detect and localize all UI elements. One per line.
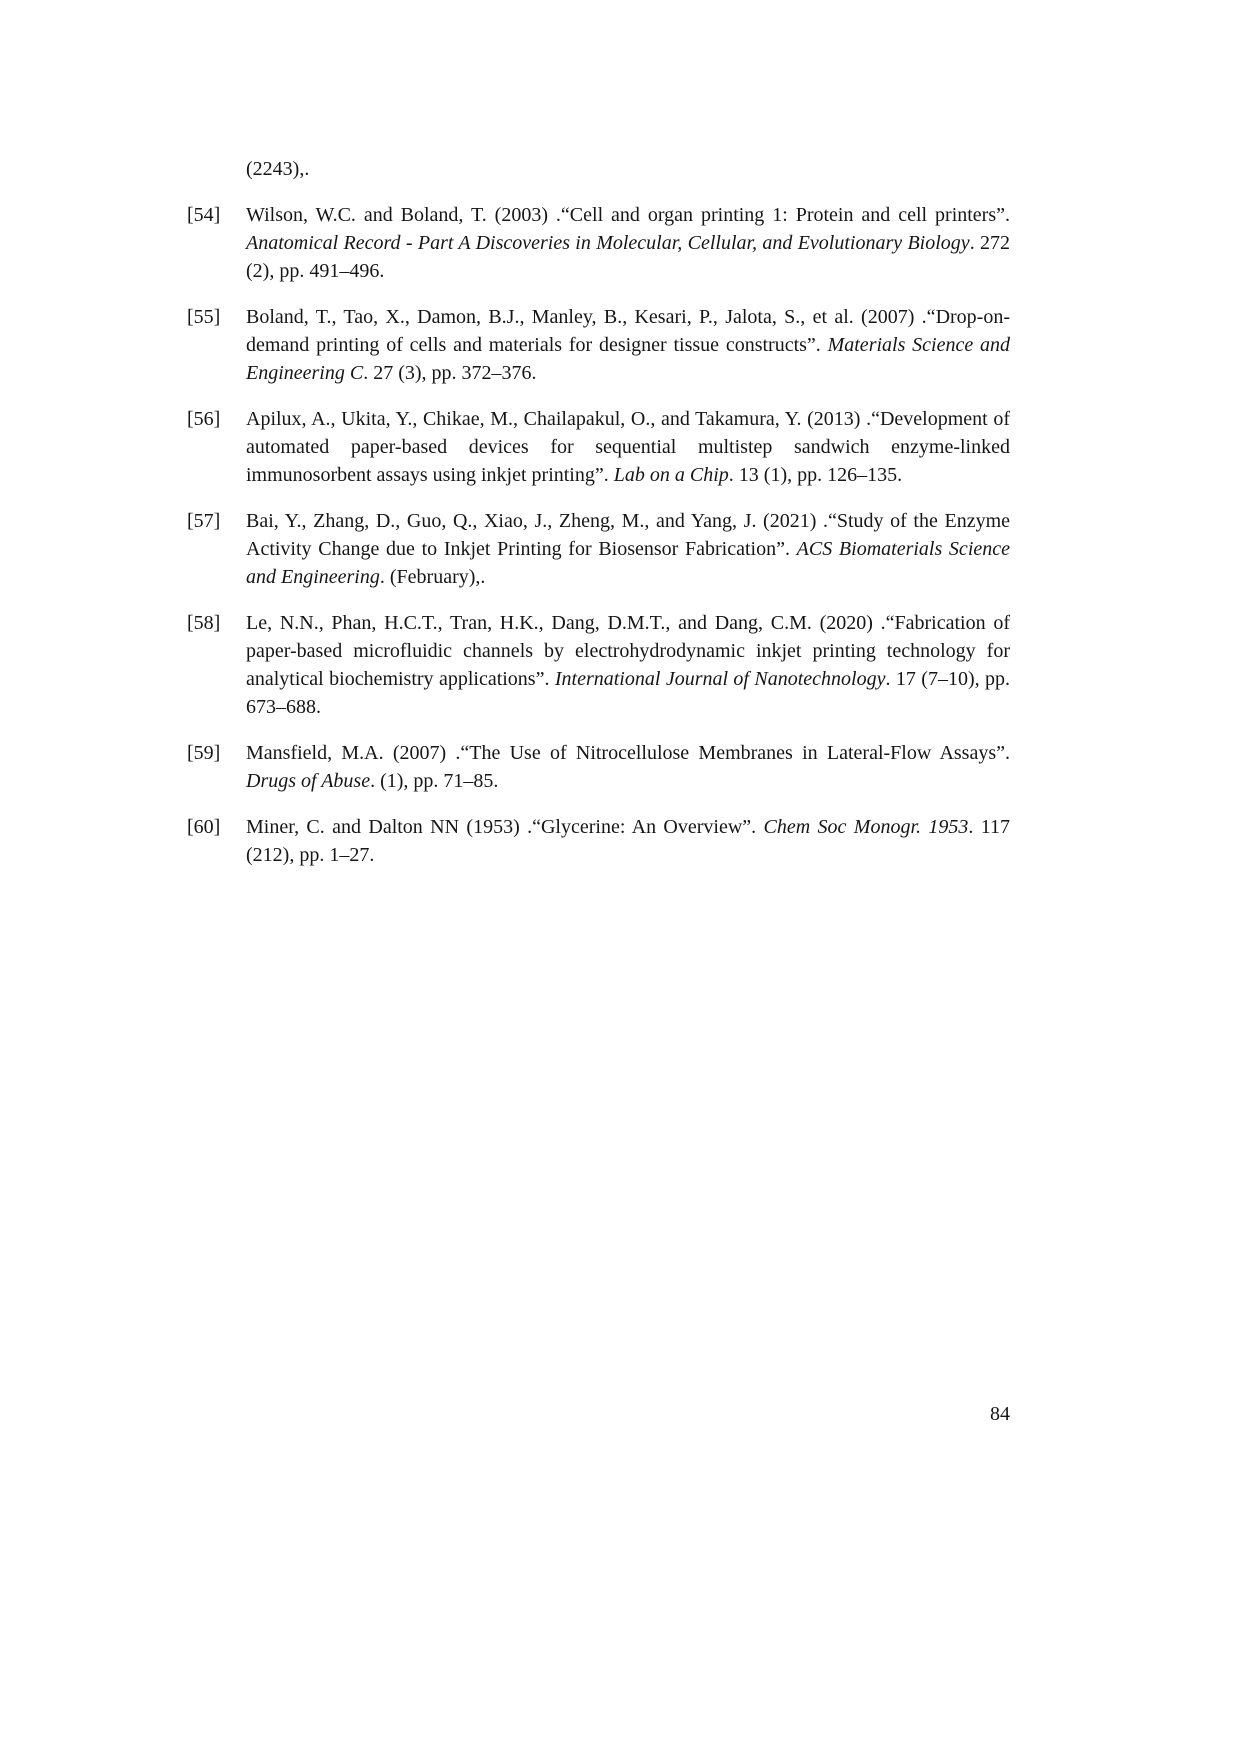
reference-journal-title: Lab on a Chip [613, 464, 729, 486]
reference-item [187, 405, 1010, 489]
reference-text [246, 204, 1010, 282]
reference-number: [59] [187, 742, 221, 764]
reference-text [246, 816, 1010, 866]
reference-number: [58] [187, 612, 221, 634]
reference-number: [55] [187, 306, 221, 328]
reference-text-segment: Le, N.N., Phan, H.C.T., Tran, H.K., Dang, D.M.T., and Dang, C.M. (2020) .“Fabrication of paper-based microfluidic channels by electrohydrodynamic inkjet printing technology for analytical biochemistry applications”. [246, 612, 1010, 690]
reference-text-segment: Wilson, W.C. and Boland, T. (2003) .“Cell and organ printing 1: Protein and cell printers”. [246, 204, 1010, 226]
reference-text-segment: Bai, Y., Zhang, D., Guo, Q., Xiao, J., Zheng, M., and Yang, J. (2021) .“Study of the Enzyme Activity Change due to Inkjet Printing for Biosensor Fabrication”. [246, 510, 1010, 560]
reference-item [187, 813, 1010, 869]
reference-number: [56] [187, 408, 221, 430]
reference-journal-title: Materials Science and Engineering C [246, 334, 1011, 384]
reference-item [187, 201, 1010, 285]
reference-text [246, 408, 1010, 486]
reference-text-segment: Boland, T., Tao, X., Damon, B.J., Manley, B., Kesari, P., Jalota, S., et al. (2007) .“Drop-on-demand printing of cells and materials for designer tissue constructs”. [246, 306, 1010, 356]
reference-continuation-text: (2243),. [246, 158, 310, 180]
reference-journal-title: Drugs of Abuse [246, 770, 371, 792]
reference-text-segment: . (February),. [379, 566, 486, 588]
reference-text-segment: . 13 (1), pp. 126–135. [728, 464, 903, 486]
reference-item [187, 507, 1010, 591]
reference-text-segment: . 117 (212), pp. 1–27. [246, 816, 1010, 866]
reference-text-segment: Apilux, A., Ukita, Y., Chikae, M., Chailapakul, O., and Takamura, Y. (2013) .“Development of automated paper-based devices for sequential multistep sandwich enzyme-linked immunosorbent assays using inkjet printing”. [246, 408, 1010, 486]
reference-journal-title: International Journal of Nanotechnology [554, 668, 886, 690]
reference-text-segment: Mansfield, M.A. (2007) .“The Use of Nitrocellulose Membranes in Lateral-Flow Assays”. [246, 742, 1010, 764]
reference-text [246, 742, 1010, 792]
reference-journal-title: Chem Soc Monogr. 1953 [763, 816, 969, 838]
reference-number: [57] [187, 510, 221, 532]
reference-text-segment: . (1), pp. 71–85. [370, 770, 499, 792]
reference-text-segment: Miner, C. and Dalton NN (1953) .“Glycerine: An Overview”. [246, 816, 764, 838]
references-section [187, 155, 1010, 887]
references-list [187, 201, 1010, 869]
reference-item [187, 739, 1010, 795]
reference-text [246, 612, 1010, 718]
reference-text-segment: . 17 (7–10), pp. 673–688. [246, 668, 1010, 718]
reference-text-segment: . 27 (3), pp. 372–376. [363, 362, 537, 384]
reference-text [246, 306, 1010, 384]
reference-item [187, 303, 1010, 387]
reference-journal-title: ACS Biomaterials Science and Engineering [246, 538, 1011, 588]
reference-number: [60] [187, 816, 221, 838]
reference-number: [54] [187, 204, 221, 226]
page-number: 84 [990, 1403, 1010, 1425]
reference-text-segment: . 272 (2), pp. 491–496. [246, 232, 1011, 282]
reference-journal-title: Anatomical Record - Part A Discoveries in Molecular, Cellular, and Evolutionary Biology [246, 232, 970, 254]
reference-text [246, 510, 1010, 588]
reference-item [187, 609, 1010, 721]
